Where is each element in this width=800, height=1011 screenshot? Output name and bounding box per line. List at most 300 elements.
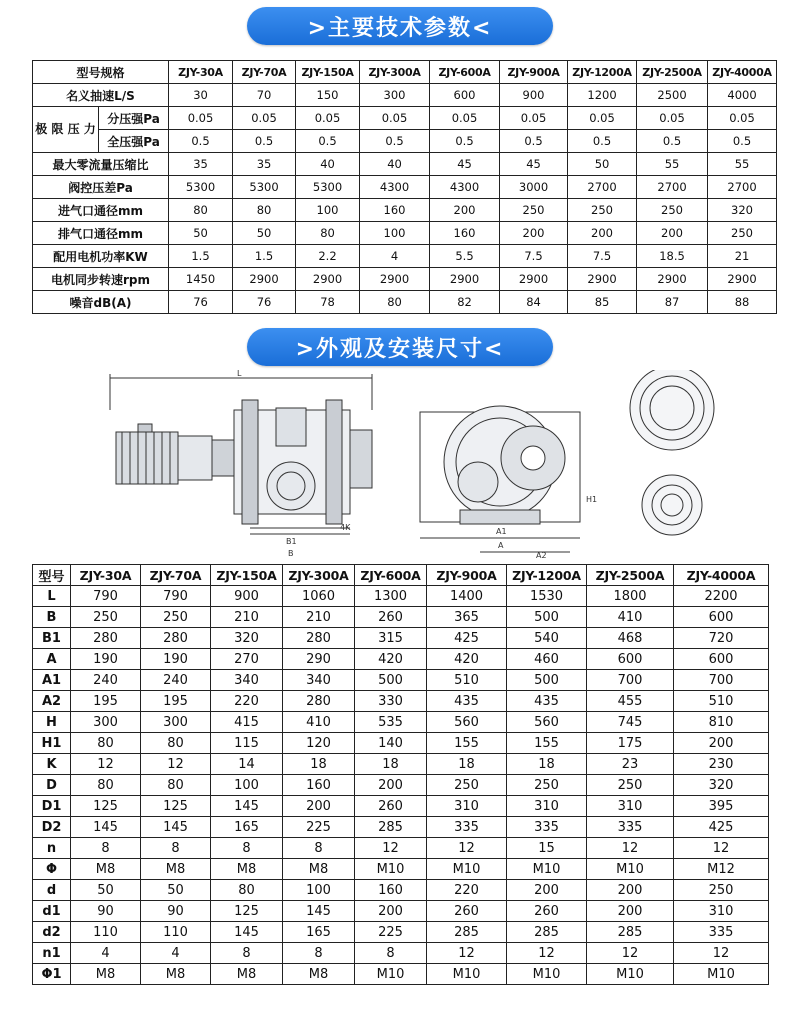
- spec-cell: 0.05: [233, 107, 296, 130]
- dim-cell: 468: [587, 628, 674, 649]
- spec-cell: 80: [360, 291, 430, 314]
- spec-cell: 2900: [708, 268, 777, 291]
- dim-label-B1: B1: [286, 537, 297, 546]
- dim-row-label: B: [33, 607, 71, 628]
- spec-header-label: 型号规格: [33, 61, 169, 84]
- dim-row: [33, 670, 769, 691]
- spec-cell: 2900: [568, 268, 637, 291]
- dim-cell: 260: [355, 796, 427, 817]
- spec-cell: 200: [500, 222, 568, 245]
- dim-cell: M10: [587, 859, 674, 880]
- spec-cell: 0.5: [296, 130, 360, 153]
- dim-cell: 560: [507, 712, 587, 733]
- spec-cell: 2900: [360, 268, 430, 291]
- dim-cell: 435: [507, 691, 587, 712]
- spec-cell: 2.2: [296, 245, 360, 268]
- dim-cell: 8: [283, 838, 355, 859]
- dim-cell: 230: [674, 754, 769, 775]
- dim-row-label: d1: [33, 901, 71, 922]
- spec-cell: 70: [233, 84, 296, 107]
- dim-cell: 420: [427, 649, 507, 670]
- dim-cell: 175: [587, 733, 674, 754]
- spec-model-header: ZJY-300A: [360, 61, 430, 84]
- dim-row: [33, 754, 769, 775]
- dim-cell: 80: [71, 733, 141, 754]
- spec-row: [33, 222, 777, 245]
- spec-row-label: 噪音dB(A): [33, 291, 169, 314]
- dim-cell: 1530: [507, 586, 587, 607]
- dim-model-header: ZJY-900A: [427, 565, 507, 586]
- dim-cell: 12: [355, 838, 427, 859]
- dim-cell: 195: [71, 691, 141, 712]
- dim-model-header: ZJY-300A: [283, 565, 355, 586]
- dim-cell: 240: [71, 670, 141, 691]
- dim-cell: 315: [355, 628, 427, 649]
- dim-header-label: 型号: [33, 565, 71, 586]
- dim-row: [33, 691, 769, 712]
- dim-cell: 4: [141, 943, 211, 964]
- spec-row: [33, 153, 777, 176]
- dim-cell: 12: [427, 943, 507, 964]
- spec-cell: 50: [568, 153, 637, 176]
- dim-row-label: K: [33, 754, 71, 775]
- dim-cell: 600: [674, 607, 769, 628]
- dim-cell: 90: [71, 901, 141, 922]
- dim-cell: 145: [283, 901, 355, 922]
- dim-cell: 200: [587, 901, 674, 922]
- dim-cell: 100: [211, 775, 283, 796]
- dim-cell: 280: [283, 691, 355, 712]
- dim-cell: 18: [507, 754, 587, 775]
- dim-cell: 145: [211, 796, 283, 817]
- dim-cell: 80: [211, 880, 283, 901]
- dim-cell: 460: [507, 649, 587, 670]
- dim-cell: 335: [507, 817, 587, 838]
- dim-cell: 115: [211, 733, 283, 754]
- dim-cell: 1300: [355, 586, 427, 607]
- dim-cell: 365: [427, 607, 507, 628]
- spec-cell: 160: [430, 222, 500, 245]
- dim-cell: 8: [211, 943, 283, 964]
- dim-model-header: ZJY-4000A: [674, 565, 769, 586]
- spec-cell: 40: [360, 153, 430, 176]
- dim-cell: 700: [674, 670, 769, 691]
- dim-cell: 12: [587, 943, 674, 964]
- dim-cell: 335: [427, 817, 507, 838]
- dim-cell: 8: [355, 943, 427, 964]
- dim-cell: 1060: [283, 586, 355, 607]
- dim-cell: 320: [674, 775, 769, 796]
- dim-cell: 310: [427, 796, 507, 817]
- dim-cell: M8: [141, 859, 211, 880]
- dim-cell: 510: [674, 691, 769, 712]
- spec-model-header: ZJY-30A: [169, 61, 233, 84]
- dim-label-A: A: [498, 541, 504, 550]
- spec-cell: 4300: [360, 176, 430, 199]
- dim-cell: 1800: [587, 586, 674, 607]
- dim-row-label: D1: [33, 796, 71, 817]
- spec-row-label: 名义抽速L/S: [33, 84, 169, 107]
- dim-cell: 80: [141, 775, 211, 796]
- dim-row-label: A2: [33, 691, 71, 712]
- dim-label-L: L: [237, 370, 242, 378]
- spec-row: [33, 176, 777, 199]
- dim-cell: M10: [427, 964, 507, 985]
- spec-cell: 250: [708, 222, 777, 245]
- spec-cell: 0.5: [708, 130, 777, 153]
- spec-cell: 4000: [708, 84, 777, 107]
- dim-cell: 220: [427, 880, 507, 901]
- dim-row-label: Φ1: [33, 964, 71, 985]
- dim-cell: 190: [71, 649, 141, 670]
- dim-cell: M8: [283, 859, 355, 880]
- dim-label-H1: H1: [586, 495, 598, 504]
- dim-row-label: Φ: [33, 859, 71, 880]
- spec-cell: 45: [500, 153, 568, 176]
- dim-label-A1: A1: [496, 527, 507, 536]
- spec-model-header: ZJY-900A: [500, 61, 568, 84]
- dim-model-header: ZJY-1200A: [507, 565, 587, 586]
- spec-cell: 35: [169, 153, 233, 176]
- spec-cell: 2700: [708, 176, 777, 199]
- spec-cell: 250: [637, 199, 708, 222]
- dim-model-header: ZJY-70A: [141, 565, 211, 586]
- dim-cell: 165: [283, 922, 355, 943]
- ultimate-pressure-group-label: 极 限 压 力: [33, 107, 99, 153]
- dim-row: [33, 733, 769, 754]
- spec-cell: 0.5: [169, 130, 233, 153]
- dim-cell: 190: [141, 649, 211, 670]
- spec-cell: 7.5: [500, 245, 568, 268]
- dim-row: [33, 628, 769, 649]
- spec-cell: 0.05: [296, 107, 360, 130]
- installation-drawing: [100, 370, 750, 560]
- dim-cell: 200: [355, 901, 427, 922]
- dim-cell: 310: [507, 796, 587, 817]
- dim-cell: 900: [211, 586, 283, 607]
- dim-cell: 500: [507, 670, 587, 691]
- spec-cell: 1.5: [169, 245, 233, 268]
- dim-row-label: n1: [33, 943, 71, 964]
- spec-model-header: ZJY-4000A: [708, 61, 777, 84]
- dim-row: [33, 712, 769, 733]
- spec-model-header: ZJY-150A: [296, 61, 360, 84]
- dim-cell: 125: [211, 901, 283, 922]
- dim-row: [33, 880, 769, 901]
- dim-cell: M12: [674, 859, 769, 880]
- spec-cell: 0.5: [637, 130, 708, 153]
- spec-cell: 250: [568, 199, 637, 222]
- dim-cell: 4: [71, 943, 141, 964]
- dim-cell: 250: [427, 775, 507, 796]
- dim-cell: 50: [71, 880, 141, 901]
- spec-cell: 84: [500, 291, 568, 314]
- dim-cell: 320: [211, 628, 283, 649]
- dim-cell: 100: [283, 880, 355, 901]
- dim-cell: 310: [587, 796, 674, 817]
- dim-cell: 250: [587, 775, 674, 796]
- dim-cell: 280: [141, 628, 211, 649]
- spec-cell: 76: [233, 291, 296, 314]
- dim-model-header: ZJY-150A: [211, 565, 283, 586]
- dim-row-label: D2: [33, 817, 71, 838]
- dim-label-B: B: [288, 549, 294, 558]
- dim-cell: 225: [355, 922, 427, 943]
- spec-row-label: 全压强Pa: [99, 130, 169, 153]
- dim-cell: 195: [141, 691, 211, 712]
- spec-cell: 80: [233, 199, 296, 222]
- dim-cell: 260: [355, 607, 427, 628]
- dim-label-A2: A2: [536, 551, 547, 560]
- dim-cell: 160: [283, 775, 355, 796]
- spec-cell: 0.05: [430, 107, 500, 130]
- dim-cell: 12: [141, 754, 211, 775]
- dim-cell: 12: [427, 838, 507, 859]
- spec-cell: 50: [233, 222, 296, 245]
- dim-row: [33, 649, 769, 670]
- dim-cell: 455: [587, 691, 674, 712]
- dim-cell: 415: [211, 712, 283, 733]
- dim-row-label: d2: [33, 922, 71, 943]
- spec-cell: 2500: [637, 84, 708, 107]
- spec-cell: 200: [637, 222, 708, 245]
- dim-cell: 220: [211, 691, 283, 712]
- dim-row-label: H1: [33, 733, 71, 754]
- spec-cell: 160: [360, 199, 430, 222]
- dim-cell: 250: [674, 880, 769, 901]
- spec-cell: 45: [430, 153, 500, 176]
- spec-cell: 82: [430, 291, 500, 314]
- dim-row-label: n: [33, 838, 71, 859]
- dim-cell: 330: [355, 691, 427, 712]
- dim-cell: 125: [141, 796, 211, 817]
- dim-cell: 165: [211, 817, 283, 838]
- dim-cell: 810: [674, 712, 769, 733]
- dim-row: [33, 859, 769, 880]
- dim-cell: 340: [283, 670, 355, 691]
- dim-cell: 125: [71, 796, 141, 817]
- spec-model-header: ZJY-1200A: [568, 61, 637, 84]
- spec-cell: 250: [500, 199, 568, 222]
- dim-row: [33, 838, 769, 859]
- dim-cell: 420: [355, 649, 427, 670]
- dim-model-header: ZJY-2500A: [587, 565, 674, 586]
- dim-model-header: ZJY-600A: [355, 565, 427, 586]
- spec-cell: 0.05: [500, 107, 568, 130]
- dim-row: [33, 922, 769, 943]
- dim-cell: 410: [587, 607, 674, 628]
- dim-cell: 200: [674, 733, 769, 754]
- spec-cell: 40: [296, 153, 360, 176]
- dim-cell: 340: [211, 670, 283, 691]
- spec-cell: 0.5: [430, 130, 500, 153]
- spec-cell: 150: [296, 84, 360, 107]
- spec-cell: 35: [233, 153, 296, 176]
- dim-cell: 200: [355, 775, 427, 796]
- spec-cell: 0.05: [637, 107, 708, 130]
- spec-cell: 5300: [169, 176, 233, 199]
- spec-cell: 2900: [233, 268, 296, 291]
- dim-cell: 280: [71, 628, 141, 649]
- dim-cell: 250: [141, 607, 211, 628]
- dim-cell: 290: [283, 649, 355, 670]
- dim-row-label: A1: [33, 670, 71, 691]
- spec-row: [33, 268, 777, 291]
- spec-model-header: ZJY-2500A: [637, 61, 708, 84]
- dim-cell: 8: [283, 943, 355, 964]
- spec-cell: 0.5: [360, 130, 430, 153]
- dim-cell: 80: [141, 733, 211, 754]
- dim-cell: 285: [427, 922, 507, 943]
- dim-cell: 18: [283, 754, 355, 775]
- dim-cell: 500: [355, 670, 427, 691]
- spec-cell: 200: [430, 199, 500, 222]
- dim-cell: 395: [674, 796, 769, 817]
- dim-cell: 270: [211, 649, 283, 670]
- dim-cell: 8: [141, 838, 211, 859]
- dim-cell: 335: [674, 922, 769, 943]
- dim-cell: 110: [71, 922, 141, 943]
- dim-cell: 700: [587, 670, 674, 691]
- spec-cell: 18.5: [637, 245, 708, 268]
- dim-row: [33, 775, 769, 796]
- spec-cell: 50: [169, 222, 233, 245]
- dim-cell: 250: [71, 607, 141, 628]
- dim-cell: 745: [587, 712, 674, 733]
- spec-cell: 87: [637, 291, 708, 314]
- dim-row: [33, 943, 769, 964]
- dim-row-label: d: [33, 880, 71, 901]
- dim-cell: 140: [355, 733, 427, 754]
- spec-cell: 1.5: [233, 245, 296, 268]
- dim-cell: 12: [587, 838, 674, 859]
- dim-row-label: A: [33, 649, 71, 670]
- spec-cell: 0.5: [568, 130, 637, 153]
- dim-cell: 210: [283, 607, 355, 628]
- dim-cell: 12: [71, 754, 141, 775]
- spec-row: [33, 199, 777, 222]
- dim-row: [33, 586, 769, 607]
- dim-cell: 155: [427, 733, 507, 754]
- dim-cell: 12: [674, 838, 769, 859]
- spec-row: [33, 107, 777, 130]
- dim-cell: 425: [674, 817, 769, 838]
- spec-cell: 0.05: [568, 107, 637, 130]
- dim-cell: 425: [427, 628, 507, 649]
- spec-cell: 0.5: [233, 130, 296, 153]
- dim-model-header: ZJY-30A: [71, 565, 141, 586]
- dim-cell: 145: [71, 817, 141, 838]
- dim-cell: 8: [71, 838, 141, 859]
- dim-cell: 600: [587, 649, 674, 670]
- spec-cell: 2900: [500, 268, 568, 291]
- spec-cell: 88: [708, 291, 777, 314]
- dim-cell: 2200: [674, 586, 769, 607]
- spec-cell: 2900: [430, 268, 500, 291]
- spec-row-label: 最大零流量压缩比: [33, 153, 169, 176]
- dim-cell: M8: [71, 964, 141, 985]
- dim-cell: 335: [587, 817, 674, 838]
- dim-row: [33, 964, 769, 985]
- spec-cell: 100: [296, 199, 360, 222]
- spec-cell: 0.5: [500, 130, 568, 153]
- dim-cell: 14: [211, 754, 283, 775]
- dim-cell: 285: [587, 922, 674, 943]
- dim-cell: 110: [141, 922, 211, 943]
- spec-cell: 0.05: [708, 107, 777, 130]
- dim-cell: 160: [355, 880, 427, 901]
- spec-cell: 55: [708, 153, 777, 176]
- spec-cell: 7.5: [568, 245, 637, 268]
- dim-cell: 50: [141, 880, 211, 901]
- dim-cell: 18: [355, 754, 427, 775]
- dim-cell: 18: [427, 754, 507, 775]
- dim-cell: 435: [427, 691, 507, 712]
- spec-cell: 1200: [568, 84, 637, 107]
- dim-cell: 510: [427, 670, 507, 691]
- spec-model-header: ZJY-70A: [233, 61, 296, 84]
- dim-cell: 8: [211, 838, 283, 859]
- dim-cell: M10: [674, 964, 769, 985]
- dim-cell: 280: [283, 628, 355, 649]
- dim-cell: M8: [71, 859, 141, 880]
- dim-cell: 240: [141, 670, 211, 691]
- dim-cell: 145: [211, 922, 283, 943]
- dim-cell: 260: [427, 901, 507, 922]
- dim-cell: 200: [507, 880, 587, 901]
- dim-row-label: H: [33, 712, 71, 733]
- dim-cell: M10: [355, 964, 427, 985]
- dim-cell: 790: [141, 586, 211, 607]
- dim-cell: 720: [674, 628, 769, 649]
- spec-row-label: 电机同步转速rpm: [33, 268, 169, 291]
- spec-model-header: ZJY-600A: [430, 61, 500, 84]
- dim-row-label: D: [33, 775, 71, 796]
- spec-row-label: 排气口通径mm: [33, 222, 169, 245]
- dim-cell: 200: [283, 796, 355, 817]
- spec-cell: 4: [360, 245, 430, 268]
- dim-cell: 145: [141, 817, 211, 838]
- dim-cell: 500: [507, 607, 587, 628]
- spec-row: [33, 84, 777, 107]
- dim-cell: M10: [507, 964, 587, 985]
- dim-cell: 300: [71, 712, 141, 733]
- spec-row: [33, 130, 777, 153]
- dim-cell: 120: [283, 733, 355, 754]
- dim-cell: M10: [355, 859, 427, 880]
- dim-cell: 250: [507, 775, 587, 796]
- spec-cell: 5.5: [430, 245, 500, 268]
- dim-cell: 790: [71, 586, 141, 607]
- spec-cell: 100: [360, 222, 430, 245]
- section-title-specs: >主要技术参数<: [247, 7, 553, 45]
- dim-cell: 560: [427, 712, 507, 733]
- spec-header-row: [33, 61, 777, 84]
- dim-cell: 310: [674, 901, 769, 922]
- dim-row: [33, 607, 769, 628]
- dim-cell: M10: [427, 859, 507, 880]
- dim-cell: 23: [587, 754, 674, 775]
- spec-cell: 320: [708, 199, 777, 222]
- spec-cell: 85: [568, 291, 637, 314]
- spec-cell: 2700: [637, 176, 708, 199]
- spec-row: [33, 245, 777, 268]
- dim-cell: 15: [507, 838, 587, 859]
- dim-cell: M8: [283, 964, 355, 985]
- spec-row-label: 配用电机功率KW: [33, 245, 169, 268]
- spec-row-label: 分压强Pa: [99, 107, 169, 130]
- spec-cell: 0.05: [169, 107, 233, 130]
